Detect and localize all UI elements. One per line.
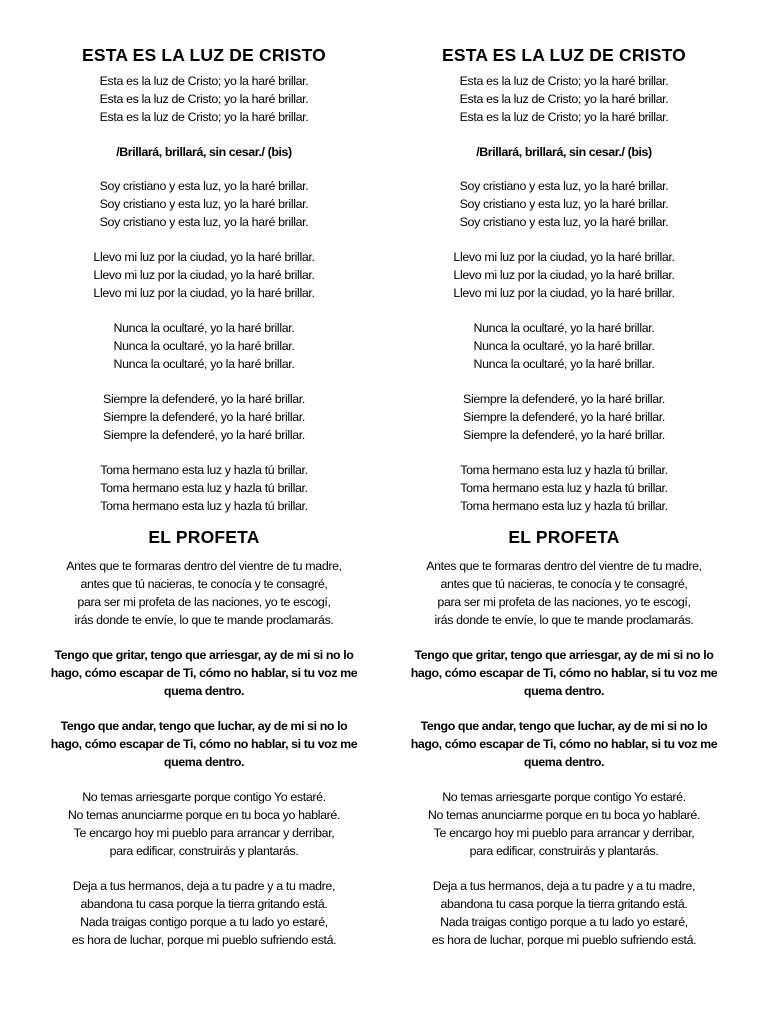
verse-stanza [384,177,744,231]
lyric-line: hago, cómo escapar de Ti, cómo no hablar, si tu voz me [410,737,718,751]
lyric-line: abandona tu casa porque la tierra gritando está. [440,897,688,911]
lyric-line: quema dentro. [523,684,605,698]
lyric-line: Soy cristiano y esta luz, yo la haré brillar. [459,179,669,193]
chorus-stanza [384,717,744,771]
lyric-line: Llevo mi luz por la ciudad, yo la haré brillar. [93,286,315,300]
chorus-stanza [24,717,384,771]
lyric-line: Tengo que andar, tengo que luchar, ay de mi si no lo [60,719,348,733]
verse-stanza [24,72,384,126]
lyric-line: irás donde te envíe, lo que te mande proclamarás. [74,613,334,627]
lyric-line: Llevo mi luz por la ciudad, yo la haré brillar. [453,250,675,264]
verse-stanza [24,390,384,444]
lyric-line: Nada traigas contigo porque a tu lado yo estaré, [440,915,688,929]
lyric-line: Soy cristiano y esta luz, yo la haré brillar. [99,179,309,193]
lyric-line: Siempre la defenderé, yo la haré brillar. [103,428,305,442]
lyric-line: para edificar, construirás y plantarás. [469,844,659,858]
left-column [24,0,384,966]
chorus-stanza [384,646,744,700]
lyric-line: es hora de luchar, porque mi pueblo sufriendo está. [71,933,337,947]
verse-stanza [24,877,384,949]
lyric-line: quema dentro. [163,755,245,769]
verse-stanza [24,557,384,629]
lyric-line: No temas arriesgarte porque contigo Yo estaré. [82,790,326,804]
lyric-line: Nunca la ocultaré, yo la haré brillar. [473,339,655,353]
verse-stanza [384,461,744,515]
lyric-line: Esta es la luz de Cristo; yo la haré brillar. [459,74,669,88]
lyric-line: para edificar, construirás y plantarás. [109,844,299,858]
lyric-line: Llevo mi luz por la ciudad, yo la haré brillar. [93,268,315,282]
lyric-line: Siempre la defenderé, yo la haré brillar. [463,392,665,406]
lyric-line: Soy cristiano y esta luz, yo la haré brillar. [99,197,309,211]
lyric-line: Deja a tus hermanos, deja a tu padre y a tu madre, [72,879,336,893]
lyric-line: /Brillará, brillará, sin cesar./ (bis) [116,145,292,159]
lyric-line: Soy cristiano y esta luz, yo la haré brillar. [459,197,669,211]
lyric-line: Nunca la ocultaré, yo la haré brillar. [473,321,655,335]
lyric-line: Siempre la defenderé, yo la haré brillar. [103,392,305,406]
song-title: EL PROFETA [148,527,260,547]
lyric-line: para ser mi profeta de las naciones, yo te escogí, [77,595,331,609]
lyric-line: Toma hermano esta luz y hazla tú brillar. [460,463,668,477]
lyric-line: Nada traigas contigo porque a tu lado yo estaré, [80,915,328,929]
lyric-line: antes que tú nacieras, te conocía y te consagré, [440,577,688,591]
right-column [384,0,744,966]
lyric-line: antes que tú nacieras, te conocía y te consagré, [80,577,328,591]
verse-stanza [384,788,744,860]
lyric-line: Nunca la ocultaré, yo la haré brillar. [473,357,655,371]
lyric-line: /Brillará, brillará, sin cesar./ (bis) [476,145,652,159]
lyric-line: Deja a tus hermanos, deja a tu padre y a tu madre, [432,879,696,893]
verse-stanza [384,319,744,373]
verse-stanza [384,248,744,302]
lyric-line: No temas anunciarme porque en tu boca yo hablaré. [67,808,341,822]
lyric-line: Toma hermano esta luz y hazla tú brillar. [460,481,668,495]
lyric-line: Esta es la luz de Cristo; yo la haré brillar. [99,74,309,88]
lyric-line: Nunca la ocultaré, yo la haré brillar. [113,357,295,371]
lyric-line: quema dentro. [523,755,605,769]
lyric-line: Soy cristiano y esta luz, yo la haré brillar. [459,215,669,229]
lyric-line: Toma hermano esta luz y hazla tú brillar. [100,463,308,477]
lyric-line: Esta es la luz de Cristo; yo la haré brillar. [459,92,669,106]
lyric-line: Siempre la defenderé, yo la haré brillar. [463,410,665,424]
verse-stanza [384,557,744,629]
lyric-line: Llevo mi luz por la ciudad, yo la haré brillar. [93,250,315,264]
lyric-line: Toma hermano esta luz y hazla tú brillar. [100,499,308,513]
lyric-line: Toma hermano esta luz y hazla tú brillar. [460,499,668,513]
lyric-line: Esta es la luz de Cristo; yo la haré brillar. [459,110,669,124]
verse-stanza [24,248,384,302]
song-block [24,45,384,515]
lyric-line: hago, cómo escapar de Ti, cómo no hablar, si tu voz me [50,737,358,751]
lyric-line: Llevo mi luz por la ciudad, yo la haré brillar. [453,268,675,282]
verse-stanza [384,72,744,126]
verse-stanza [384,390,744,444]
lyric-line: Soy cristiano y esta luz, yo la haré brillar. [99,215,309,229]
chorus-stanza [24,646,384,700]
lyric-line: Esta es la luz de Cristo; yo la haré brillar. [99,92,309,106]
lyric-line: Toma hermano esta luz y hazla tú brillar. [100,481,308,495]
lyric-line: hago, cómo escapar de Ti, cómo no hablar, si tu voz me [50,666,358,680]
lyric-line: es hora de luchar, porque mi pueblo sufriendo está. [431,933,697,947]
lyric-line: quema dentro. [163,684,245,698]
lyric-line: Tengo que gritar, tengo que arriesgar, ay de mi si no lo [54,648,354,662]
verse-stanza [24,461,384,515]
lyric-line: Esta es la luz de Cristo; yo la haré brillar. [99,110,309,124]
lyric-line: Tengo que gritar, tengo que arriesgar, ay de mi si no lo [414,648,714,662]
lyric-line: No temas arriesgarte porque contigo Yo estaré. [442,790,686,804]
lyric-line: Antes que te formaras dentro del vientre de tu madre, [66,559,342,573]
song-title: EL PROFETA [508,527,620,547]
lyric-line: Siempre la defenderé, yo la haré brillar. [463,428,665,442]
lyric-line: No temas anunciarme porque en tu boca yo hablaré. [427,808,701,822]
song-block [24,527,384,949]
lyric-line: para ser mi profeta de las naciones, yo te escogí, [437,595,691,609]
chorus-stanza [24,143,384,161]
song-title: ESTA ES LA LUZ DE CRISTO [82,45,326,65]
verse-stanza [24,319,384,373]
verse-stanza [24,788,384,860]
lyric-line: Nunca la ocultaré, yo la haré brillar. [113,339,295,353]
lyric-line: irás donde te envíe, lo que te mande proclamarás. [434,613,694,627]
verse-stanza [384,877,744,949]
lyric-line: Antes que te formaras dentro del vientre de tu madre, [426,559,702,573]
song-block [384,527,744,949]
song-title: ESTA ES LA LUZ DE CRISTO [442,45,686,65]
song-block [384,45,744,515]
lyric-line: Siempre la defenderé, yo la haré brillar. [103,410,305,424]
lyric-line: Llevo mi luz por la ciudad, yo la haré brillar. [453,286,675,300]
lyric-line: hago, cómo escapar de Ti, cómo no hablar, si tu voz me [410,666,718,680]
lyric-line: Te encargo hoy mi pueblo para arrancar y derribar, [73,826,335,840]
lyric-line: Tengo que andar, tengo que luchar, ay de mi si no lo [420,719,708,733]
lyric-line: abandona tu casa porque la tierra gritando está. [80,897,328,911]
lyric-line: Te encargo hoy mi pueblo para arrancar y derribar, [433,826,695,840]
chorus-stanza [384,143,744,161]
lyric-line: Nunca la ocultaré, yo la haré brillar. [113,321,295,335]
verse-stanza [24,177,384,231]
